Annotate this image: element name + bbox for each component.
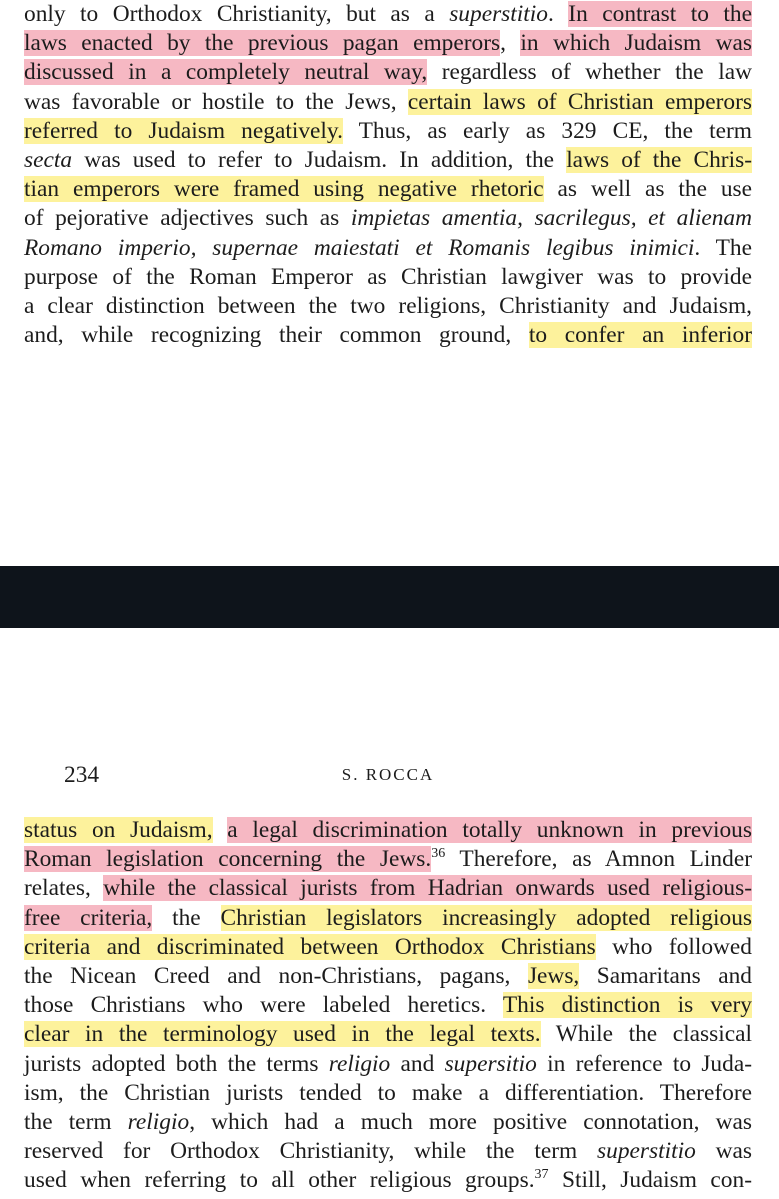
text-line	[24, 88, 752, 117]
bottom-page-text	[24, 816, 752, 1195]
text-segment: Thus, as early as 329 CE, the term	[342, 117, 752, 144]
text-segment: was favorable or hostile to the Jews,	[24, 88, 408, 115]
text-segment: purpose of the Roman Emperor as Christian lawgiver was to provide	[24, 263, 752, 290]
highlight-yellow: clear in the terminology used in the legal texts.	[24, 1021, 541, 1048]
highlight-pink: while the classical jurists from Hadrian onwards used religious-	[103, 875, 752, 902]
highlight-yellow: referred to Judaism negatively.	[24, 117, 343, 144]
text-segment: those Christians who were labeled heretics.	[24, 992, 503, 1019]
text-segment: reserved for Orthodox Christianity, while the term	[24, 1138, 598, 1165]
text-line	[24, 146, 752, 175]
highlight-yellow: tian emperors were framed using negative rhetoric	[24, 176, 544, 203]
italic-text: secta	[24, 146, 73, 173]
text-segment: ism, the Christian jurists tended to make a differentiation. Therefore	[24, 1079, 752, 1106]
text-segment	[213, 817, 228, 843]
text-line	[24, 204, 752, 233]
running-head	[24, 762, 752, 792]
text-line	[24, 58, 752, 87]
text-line	[24, 845, 752, 874]
text-segment: was	[695, 1138, 752, 1165]
highlight-yellow: Christian legislators increasingly adopted religious	[220, 904, 752, 931]
text-line	[24, 117, 752, 146]
footnote-marker: 37	[534, 1167, 549, 1183]
text-line	[24, 1079, 752, 1108]
text-line	[24, 263, 752, 292]
text-segment: While the classical	[540, 1021, 752, 1048]
text-line	[24, 991, 752, 1020]
running-head-author: S. ROCCA	[341, 765, 435, 784]
text-line	[24, 1166, 752, 1195]
text-line	[24, 1137, 752, 1166]
highlight-pink: a legal discrimination totally unknown in previous	[227, 817, 752, 843]
text-segment: relates,	[24, 875, 104, 902]
italic-text: supersitio	[444, 1050, 537, 1077]
text-line	[24, 874, 752, 903]
highlight-yellow: status on Judaism,	[24, 817, 213, 843]
highlight-pink: laws enacted by the previous pagan emperors	[24, 30, 501, 57]
text-segment: , which had a much more positive connotation, was	[189, 1108, 752, 1135]
highlight-pink: free criteria,	[24, 904, 153, 931]
highlight-yellow: certain laws of Christian emperors	[407, 88, 753, 115]
text-segment: the	[152, 904, 221, 931]
text-line	[24, 962, 752, 991]
text-segment: Therefore, as Amnon Linder	[445, 846, 752, 873]
text-segment: . The	[694, 234, 752, 261]
text-line	[24, 1108, 752, 1137]
text-segment: the Nicean Creed and non-Christians, pagans,	[24, 962, 528, 989]
text-segment: as well as the use	[543, 176, 752, 203]
text-line	[24, 933, 752, 962]
text-line	[24, 0, 752, 29]
highlight-pink: in which Judaism was	[520, 30, 753, 57]
text-segment: the term	[24, 1108, 128, 1135]
text-segment: of pejorative adjectives such as	[24, 205, 351, 232]
text-line	[24, 904, 752, 933]
text-segment: was used to refer to Judaism. In addition, the	[72, 146, 567, 173]
italic-text: Romano imperio, supernae maiestati et Romanis legibus inimici	[24, 234, 695, 261]
italic-text: superstitio	[597, 1138, 696, 1165]
highlight-yellow: This distinction is very	[502, 992, 752, 1019]
text-line	[24, 29, 752, 58]
text-line	[24, 292, 752, 321]
text-segment: .	[547, 1, 569, 27]
top-page	[0, 0, 779, 566]
text-segment: regardless of whether the law	[427, 59, 752, 86]
text-segment: ,	[500, 30, 521, 57]
text-segment: Samaritans and	[579, 962, 753, 989]
text-segment: used when referring to all other religious groups.	[24, 1167, 535, 1194]
italic-text: religio	[127, 1108, 190, 1135]
text-line	[24, 234, 752, 263]
bottom-page	[0, 628, 779, 1199]
highlight-yellow: criteria and discriminated between Orthodox Christians	[24, 933, 596, 960]
text-segment: only to Orthodox Christianity, but as a	[24, 1, 450, 27]
page-divider	[0, 566, 779, 628]
italic-text: religio	[328, 1050, 391, 1077]
text-segment: jurists adopted both the terms	[24, 1050, 329, 1077]
text-segment: in reference to Juda-	[536, 1050, 752, 1077]
text-segment: Still, Judaism con-	[548, 1167, 752, 1194]
text-segment: who followed	[595, 933, 752, 960]
text-segment: and	[390, 1050, 445, 1077]
text-line	[24, 1020, 752, 1049]
text-segment: a clear distinction between the two religions, Christianity and Judaism,	[24, 292, 752, 319]
text-line	[24, 1050, 752, 1079]
page-number: 234	[64, 762, 100, 788]
highlight-pink: Roman legislation concerning the Jews.	[24, 846, 432, 873]
text-line	[24, 816, 752, 845]
highlight-pink: discussed in a completely neutral way,	[24, 59, 428, 86]
highlight-pink: In contrast to the	[568, 1, 752, 27]
highlight-yellow: Jews,	[527, 962, 580, 989]
text-line	[24, 321, 752, 350]
footnote-marker: 36	[431, 846, 446, 862]
italic-text: superstitio	[449, 1, 548, 27]
text-segment: and, while recognizing their common ground,	[24, 322, 529, 349]
highlight-yellow: laws of the Chris-	[566, 146, 752, 173]
text-line	[24, 175, 752, 204]
top-page-text	[24, 0, 752, 350]
highlight-yellow: to confer an inferior	[528, 322, 752, 349]
italic-text: impietas amentia, sacrilegus, et alienam	[350, 205, 752, 232]
